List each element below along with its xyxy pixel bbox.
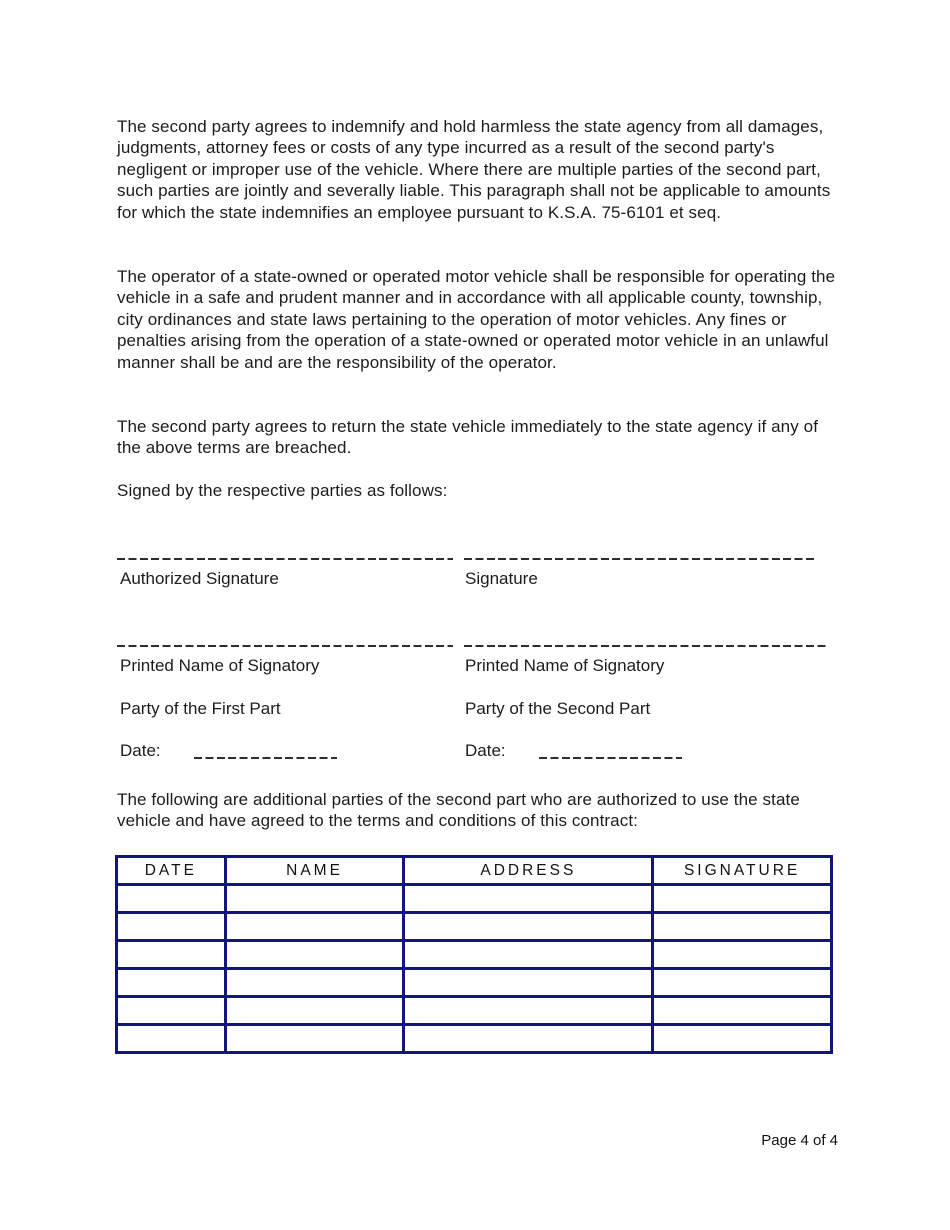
- paragraph-operator-responsibility: The operator of a state-owned or operated motor vehicle shall be responsible for operating the vehicle in a safe and prudent manner and in accordance with all applicable county, township, city ordinances and state laws pertaining to the operation of motor vehicles. Any fines or penalties arising from the operation of a state-owned or operated motor vehicle in an unlawful manner shall be and are the responsibility of the operator.: [117, 267, 836, 372]
- table-row: [117, 885, 832, 913]
- table-row: [117, 1025, 832, 1053]
- printed-name-label-first: Printed Name of Signatory: [120, 656, 320, 675]
- date-row-second: [465, 741, 682, 761]
- printed-name-fill-line-first: [117, 645, 453, 647]
- paragraph-indemnification: The second party agrees to indemnify and hold harmless the state agency from all damages, judgments, attorney fees or costs of any type incurred as a result of the second party's negligent or improper use of the vehicle. Where there are multiple parties of the second part, such parties are jointly and severally liable. This paragraph shall not be applicable to amounts for which the state indemnifies an employee pursuant to K.S.A. 75-6101 et seq.: [117, 117, 831, 222]
- table-header-row: [117, 857, 832, 885]
- printed-name-label-second: Printed Name of Signatory: [465, 656, 665, 675]
- party-second-label: Party of the Second Part: [465, 699, 651, 718]
- date-label-first: Date:: [120, 741, 161, 760]
- paragraph-return-vehicle: The second party agrees to return the state vehicle immediately to the state agency if any of the above terms are breached.: [117, 417, 819, 458]
- signed-statement: Signed by the respective parties as follows:: [117, 481, 448, 500]
- table-cell-empty: [653, 1025, 832, 1053]
- date-label-second: Date:: [465, 741, 506, 760]
- date-fill-line-second: [539, 757, 682, 759]
- table-cell-empty: [225, 913, 404, 941]
- table-row: [117, 941, 832, 969]
- table-cell-empty: [653, 997, 832, 1025]
- table-cell-empty: [117, 997, 226, 1025]
- table-cell-empty: [225, 941, 404, 969]
- signature-label: Signature: [465, 569, 538, 588]
- signature-fill-line: [464, 558, 816, 560]
- table-cell-empty: [404, 941, 653, 969]
- printed-name-fill-line-second: [464, 645, 826, 647]
- table-cell-empty: [653, 941, 832, 969]
- table-cell-empty: [225, 1025, 404, 1053]
- table-row: [117, 997, 832, 1025]
- table-header-signature: SIGNATURE: [653, 857, 832, 885]
- authorized-signature-label: Authorized Signature: [120, 569, 279, 588]
- table-cell-empty: [404, 913, 653, 941]
- table-cell-empty: [117, 1025, 226, 1053]
- party-first-label: Party of the First Part: [120, 699, 281, 718]
- table-cell-empty: [117, 913, 226, 941]
- date-row-first: [120, 741, 337, 761]
- table-cell-empty: [225, 997, 404, 1025]
- table-header-date: DATE: [117, 857, 226, 885]
- table-cell-empty: [653, 885, 832, 913]
- table-cell-empty: [653, 913, 832, 941]
- table-cell-empty: [225, 969, 404, 997]
- table-row: [117, 969, 832, 997]
- additional-parties-table: [115, 855, 833, 1054]
- table-cell-empty: [117, 969, 226, 997]
- table-cell-empty: [404, 969, 653, 997]
- table-cell-empty: [404, 997, 653, 1025]
- table-header-name: NAME: [225, 857, 404, 885]
- page-number: Page 4 of 4: [761, 1132, 838, 1149]
- table-cell-empty: [404, 885, 653, 913]
- additional-parties-text: The following are additional parties of the second part who are authorized to use the state vehicle and have agreed to the terms and conditions of this contract:: [117, 790, 800, 831]
- table-cell-empty: [653, 969, 832, 997]
- table-cell-empty: [225, 885, 404, 913]
- table-cell-empty: [117, 885, 226, 913]
- table-cell-empty: [117, 941, 226, 969]
- authorized-signature-fill-line: [117, 558, 453, 560]
- date-fill-line-first: [194, 757, 337, 759]
- table-header-address: ADDRESS: [404, 857, 653, 885]
- table-row: [117, 913, 832, 941]
- table-cell-empty: [404, 1025, 653, 1053]
